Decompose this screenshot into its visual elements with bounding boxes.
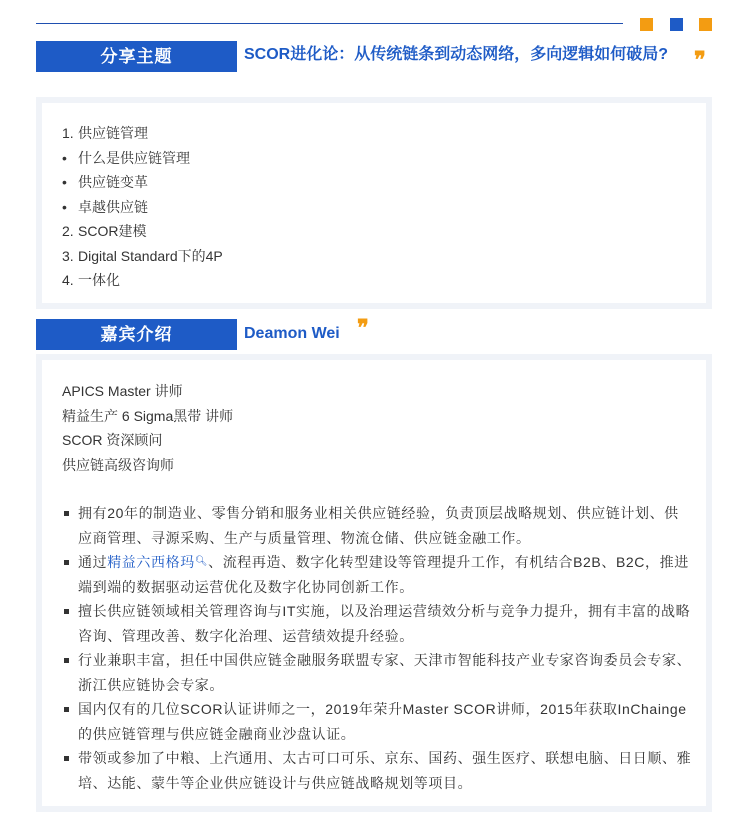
list-item: • 供应链变革 — [62, 174, 148, 190]
list-item: 3. Digital Standard下的4P — [62, 247, 223, 264]
topic-title: SCOR进化论：从传统链条到动态网络，多向逻辑如何破局? — [244, 46, 669, 63]
list-item: 带领或参加了中粮、上汽通用、太古可口可乐、京东、国药、强生医疗、联想电脑、日日顺、雅培、达能、蒙牛等企业供应链设计与供应链战略规划等项目。 — [62, 746, 692, 795]
guest-header: 嘉宾介绍 — [36, 319, 237, 350]
top-divider — [36, 23, 623, 24]
list-item: 1. 供应链管理 — [62, 125, 148, 141]
list-item: 擅长供应链领域相关管理咨询与IT实施，以及治理运营绩效分析与竞争力提升，拥有丰富的战略咨询、管理改善、数字化治理、运营绩效提升经验。 — [62, 599, 692, 648]
guest-title-line: SCOR 资深顾问 — [62, 432, 163, 448]
guest-title-line: 精益生产 6 Sigma黑带 讲师 — [62, 407, 234, 424]
topic-list — [62, 121, 223, 293]
search-icon[interactable]: 🔍︎ — [194, 556, 209, 567]
decor-square-orange-2 — [699, 18, 712, 31]
guest-box — [36, 354, 712, 812]
guest-title-line: 供应链高级咨询师 — [62, 456, 174, 473]
list-item: 行业兼职丰富，担任中国供应链金融服务联盟专家、天津市智能科技产业专家咨询委员会专家、浙江供应链协会专家。 — [62, 648, 692, 697]
list-item: 通过精益六西格玛🔍︎、流程再造、数字化转型建设等管理提升工作，有机结合B2B、B2C，推进端到端的数据驱动运营优化及数字化协同创新工作。 — [62, 550, 692, 599]
list-item: • 卓越供应链 — [62, 198, 148, 215]
guest-title-line: APICS Master 讲师 — [62, 383, 183, 399]
list-item: 拥有20年的制造业、零售分销和服务业相关供应链经验，负责顶层战略规划、供应链计划、供应商管理、寻源采购、生产与质量管理、物流仓储、供应链金融工作。 — [62, 501, 692, 550]
guest-titles — [62, 379, 233, 477]
guest-bio-list — [62, 501, 692, 795]
quote-icon: ❞ — [357, 315, 369, 341]
decor-square-orange — [640, 18, 653, 31]
topic-header: 分享主题 — [36, 41, 237, 72]
list-item: 国内仅有的几位SCOR认证讲师之一，2019年荣升Master SCOR讲师，2015年获取InChainge的供应链管理与供应链金融商业沙盘认证。 — [62, 697, 692, 746]
lean-six-sigma-link[interactable]: 精益六西格玛 — [107, 554, 195, 570]
quote-icon: ❞ — [694, 47, 706, 73]
topic-box — [36, 97, 712, 309]
list-item: 2. SCOR建模 — [62, 223, 147, 239]
guest-name: Deamon Wei — [244, 325, 340, 342]
list-item: • 什么是供应链管理 — [62, 149, 190, 166]
list-item: 4. 一体化 — [62, 272, 120, 288]
decor-square-blue — [670, 18, 683, 31]
